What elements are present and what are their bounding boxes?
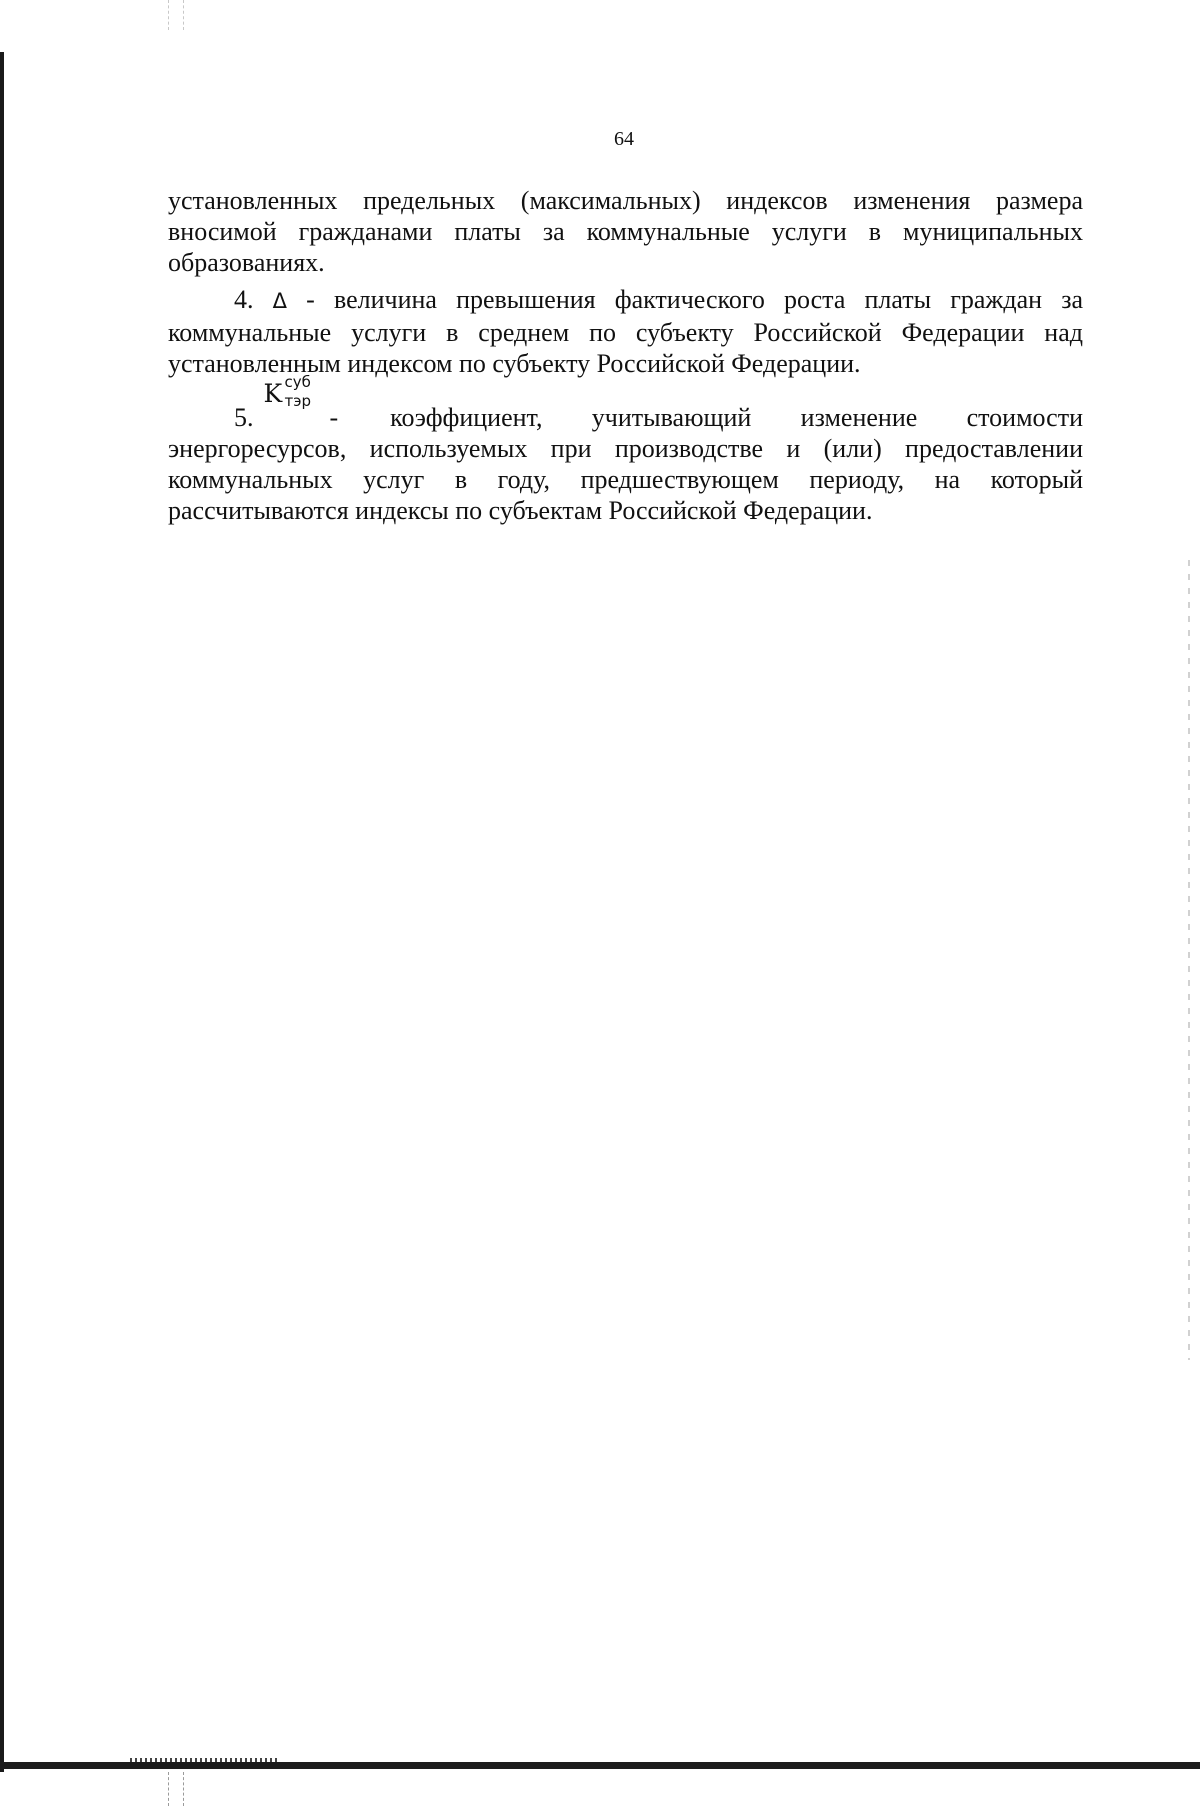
formula-base: K bbox=[263, 379, 283, 408]
scan-left-edge bbox=[0, 52, 4, 1772]
item-5-text: коэффициент, учитывающий изменение стоимости энергоресурсов, используемых при производстве и (или) предоставлении коммунальных услуг в году, предшествующем периоду, на который рассчитываются индексы по субъектам Российской Федерации. bbox=[168, 403, 1083, 525]
scan-right-edge bbox=[1188, 560, 1190, 1360]
page-number: 64 bbox=[614, 128, 634, 150]
paragraph-item-5 bbox=[168, 373, 1083, 526]
binding-marks-top bbox=[168, 0, 184, 30]
paragraph-item-4 bbox=[168, 284, 1083, 379]
formula-superscript: суб bbox=[284, 373, 311, 391]
formula-subscript: тэр bbox=[284, 392, 311, 410]
delta-symbol: Δ bbox=[272, 289, 288, 313]
coefficient-formula bbox=[263, 373, 322, 426]
binding-marks-bottom bbox=[168, 1772, 184, 1806]
item-5-dash: - bbox=[329, 403, 339, 432]
item-5-number: 5. bbox=[234, 403, 254, 432]
item-4-text: - величина превышения фактического роста платы граждан за коммунальные услуги в среднем по субъекту Российской Федерации над установленным индексом по субъекту Российской Федерации. bbox=[168, 285, 1084, 378]
paragraph-continuation: установленных предельных (максимальных) индексов изменения размера вносимой гражданами платы за коммунальные услуги в муниципальных образованиях. bbox=[168, 186, 1083, 277]
scan-bottom-band bbox=[0, 1762, 1200, 1769]
item-4-number: 4. bbox=[234, 285, 254, 314]
